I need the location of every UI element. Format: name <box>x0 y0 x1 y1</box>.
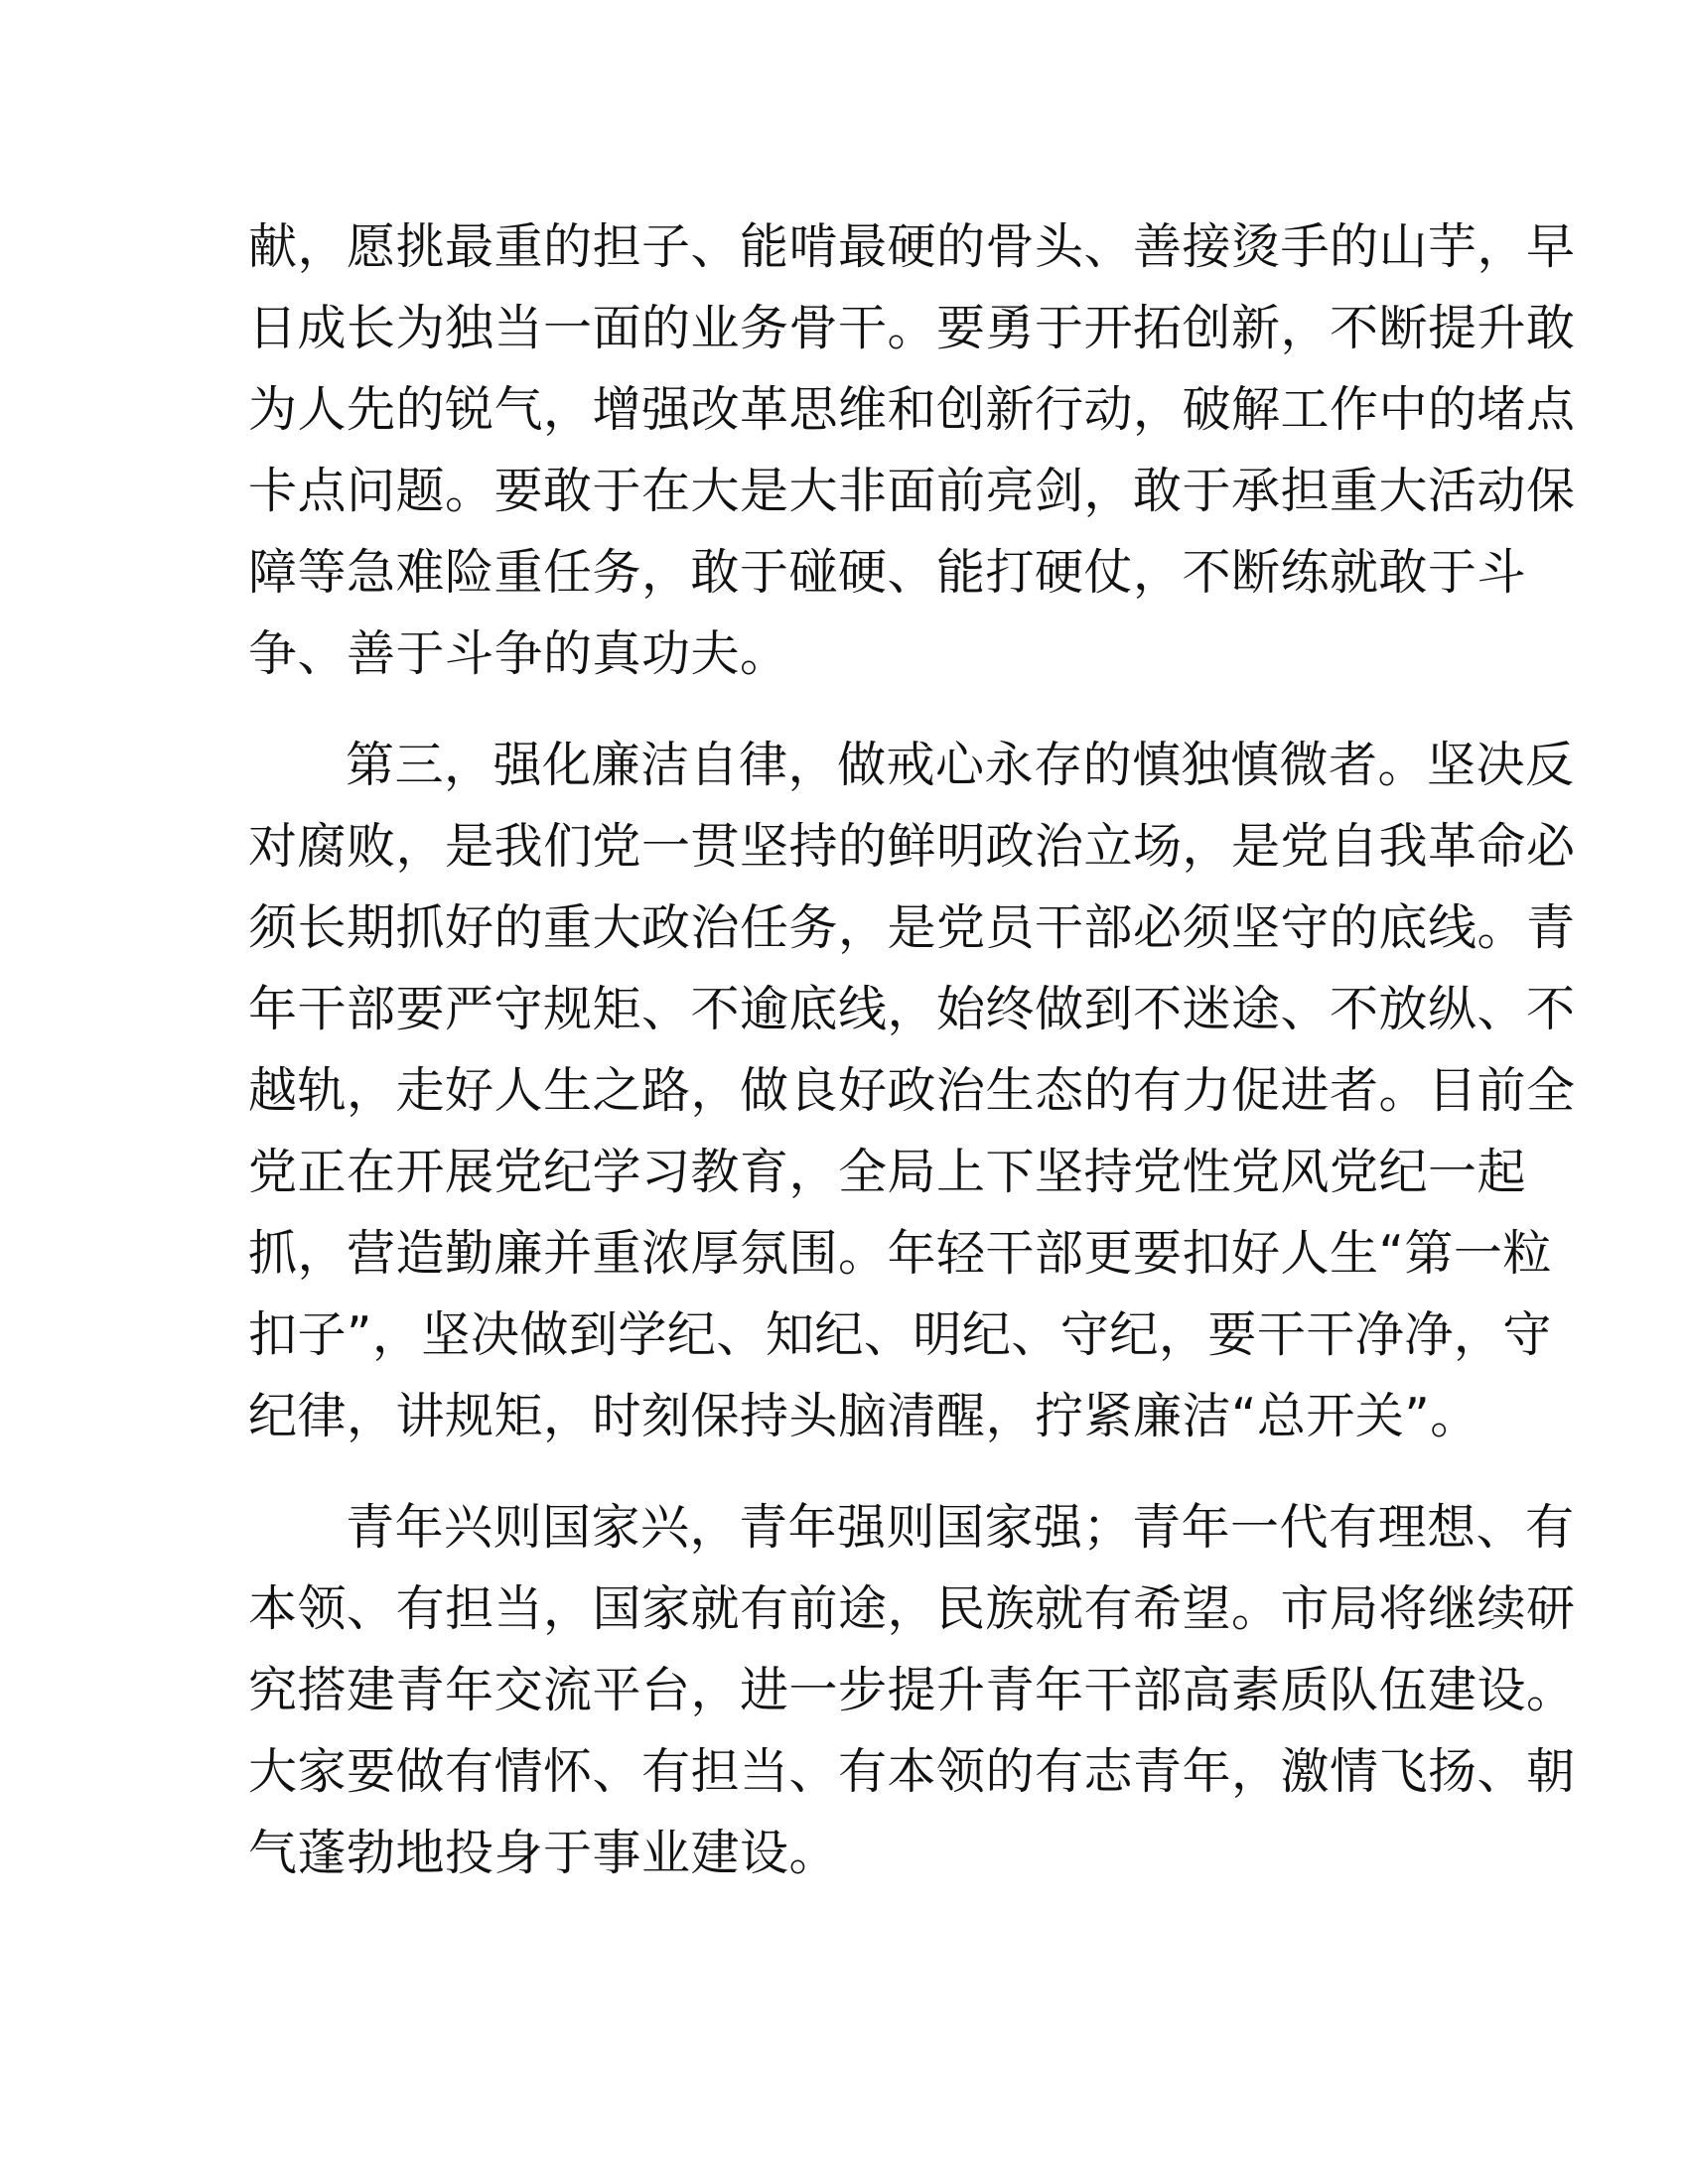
text-line-content: 第三，强化廉洁自律，做戒心永存的慎独慎微者。坚决反 <box>346 737 1575 793</box>
text-line: 本领、有担当，国家就有前途，民族就有希望。市局将继续研 <box>248 1580 1576 1637</box>
text-line-content: 青年兴则国家兴，青年强则国家强；青年一代有理想、有 <box>346 1499 1575 1556</box>
text-line: 争、善于斗争的真功夫。 <box>248 625 789 682</box>
paragraph-2 <box>248 725 1576 1457</box>
text-line: 抓，营造勤廉并重浓厚氛围。年轻干部更要扣好人生“第一粒 <box>248 1225 1552 1282</box>
text-line: 日成长为独当一面的业务骨干。要勇于开拓创新，不断提升敢 <box>248 300 1576 356</box>
paragraph-1 <box>248 206 1576 695</box>
text-line: 对腐败，是我们党一贯坚持的鲜明政治立场，是党自我革命必 <box>248 818 1576 875</box>
text-line: 卡点问题。要敢于在大是大非面前亮剑，敢于承担重大活动保 <box>248 463 1576 519</box>
text-line <box>248 1487 1575 1569</box>
text-line: 气蓬勃地投身于事业建设。 <box>248 1825 839 1881</box>
text-line: 献，愿挑最重的担子、能啃最硬的骨头、善接烫手的山芋，早 <box>248 218 1576 275</box>
text-line: 障等急难险重任务，敢于碰硬、能打硬仗，不断练就敢于斗 <box>248 544 1527 601</box>
text-line: 党正在开展党纪学习教育，全局上下坚持党性党风党纪一起 <box>248 1144 1527 1200</box>
text-line: 为人先的锐气，增强改革思维和创新行动，破解工作中的堵点 <box>248 381 1576 438</box>
text-line: 究搭建青年交流平台，进一步提升青年干部高素质队伍建设。 <box>248 1662 1576 1718</box>
text-line: 越轨，走好人生之路，做良好政治生态的有力促进者。目前全 <box>248 1062 1576 1119</box>
paragraph-3 <box>248 1487 1576 1894</box>
text-line: 须长期抓好的重大政治任务，是党员干部必须坚守的底线。青 <box>248 899 1576 956</box>
text-line: 纪律，讲规矩，时刻保持头脑清醒，拧紧廉洁“总开关”。 <box>248 1388 1479 1444</box>
text-line <box>248 725 1575 806</box>
text-line: 扣子”，坚决做到学纪、知纪、明纪、守纪，要干干净净，守 <box>248 1306 1552 1363</box>
text-line: 大家要做有情怀、有担当、有本领的有志青年，激情飞扬、朝 <box>248 1743 1576 1800</box>
body-text <box>248 206 1576 1924</box>
text-line: 年干部要严守规矩、不逾底线，始终做到不迷途、不放纵、不 <box>248 981 1576 1037</box>
